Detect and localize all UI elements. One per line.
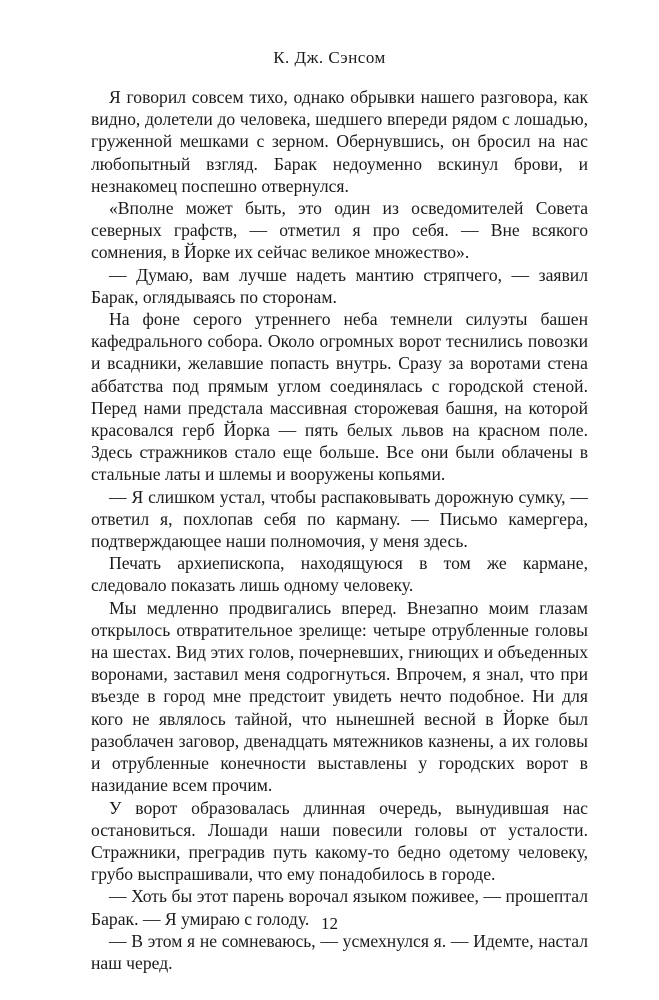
paragraph: Я говорил совсем тихо, однако обрывки нашего разговора, как видно, долетели до человека, шедшего впереди рядом с лошадью, груженной мешками с зерном. Обернувшись, он бросил на нас любопытный взгляд. Барак недоуменно вскинул брови, и незнакомец поспешно отвернулся. [91,87,588,196]
paragraph: Мы медленно продвигались вперед. Внезапно моим глазам открылось отвратительное зрелище: четыре отрубленные головы на шестах. Вид этих голов, почерневших, гниющих и объеденных воронами, заставил меня содрогнуться. Впрочем, я знал, что при въезде в город мне предстоит увидеть нечто подобное. Ни для кого не являлось тайной, что нынешней весной в Йорке был разоблачен заговор, двенадцать мятежников казнены, а их головы и отрубленные конечности выставлены у городских ворот в назидание всем прочим. [91,597,588,796]
paragraph: На фоне серого утреннего неба темнели силуэты башен кафедрального собора. Около огромных ворот теснились повозки и всадники, желавшие попасть внутрь. Сразу за воротами стена аббатства под прямым углом соединялась с городской стеной. Перед нами предстала массивная сторожевая башня, на которой красовался герб Йорка — пять белых львов на красном поле. Здесь стражников стало еще больше. Все они были облачены в стальные латы и шлемы и вооружены копьями. [91,309,588,485]
paragraph: — В этом я не сомневаюсь, — усмехнулся я. — Идемте, настал наш черед. [91,930,588,973]
paragraph: — Хоть бы этот парень ворочал языком поживее, — прошептал Барак. — Я умираю с голоду. [91,886,588,929]
paragraph: У ворот образовалась длинная очередь, вынудившая нас остановиться. Лошади наши повесили головы от усталости. Стражники, преградив путь какому-то бедно одетому человеку, грубо выспрашивали, что ему понадобилось в городе. [91,797,588,885]
page-number: 12 [321,914,338,933]
paragraph: «Вполне может быть, это один из осведомителей Совета северных графств, — отметил я про себя. — Вне всякого сомнения, в Йорке их сейчас великое множество». [91,198,588,263]
running-head: К. Дж. Сэнсом [273,48,386,67]
paragraph: — Думаю, вам лучше надеть мантию стряпчего, — заявил Барак, оглядываясь по сторонам. [91,264,588,307]
paragraph: Печать архиепископа, находящуюся в том же кармане, следовало показать лишь одному человеку. [91,553,588,596]
body-text [91,86,588,974]
paragraph: — Я слишком устал, чтобы распаковывать дорожную сумку, — ответил я, похлопав себя по карману. — Письмо камергера, подтверждающее наши полномочия, у меня здесь. [91,486,588,552]
